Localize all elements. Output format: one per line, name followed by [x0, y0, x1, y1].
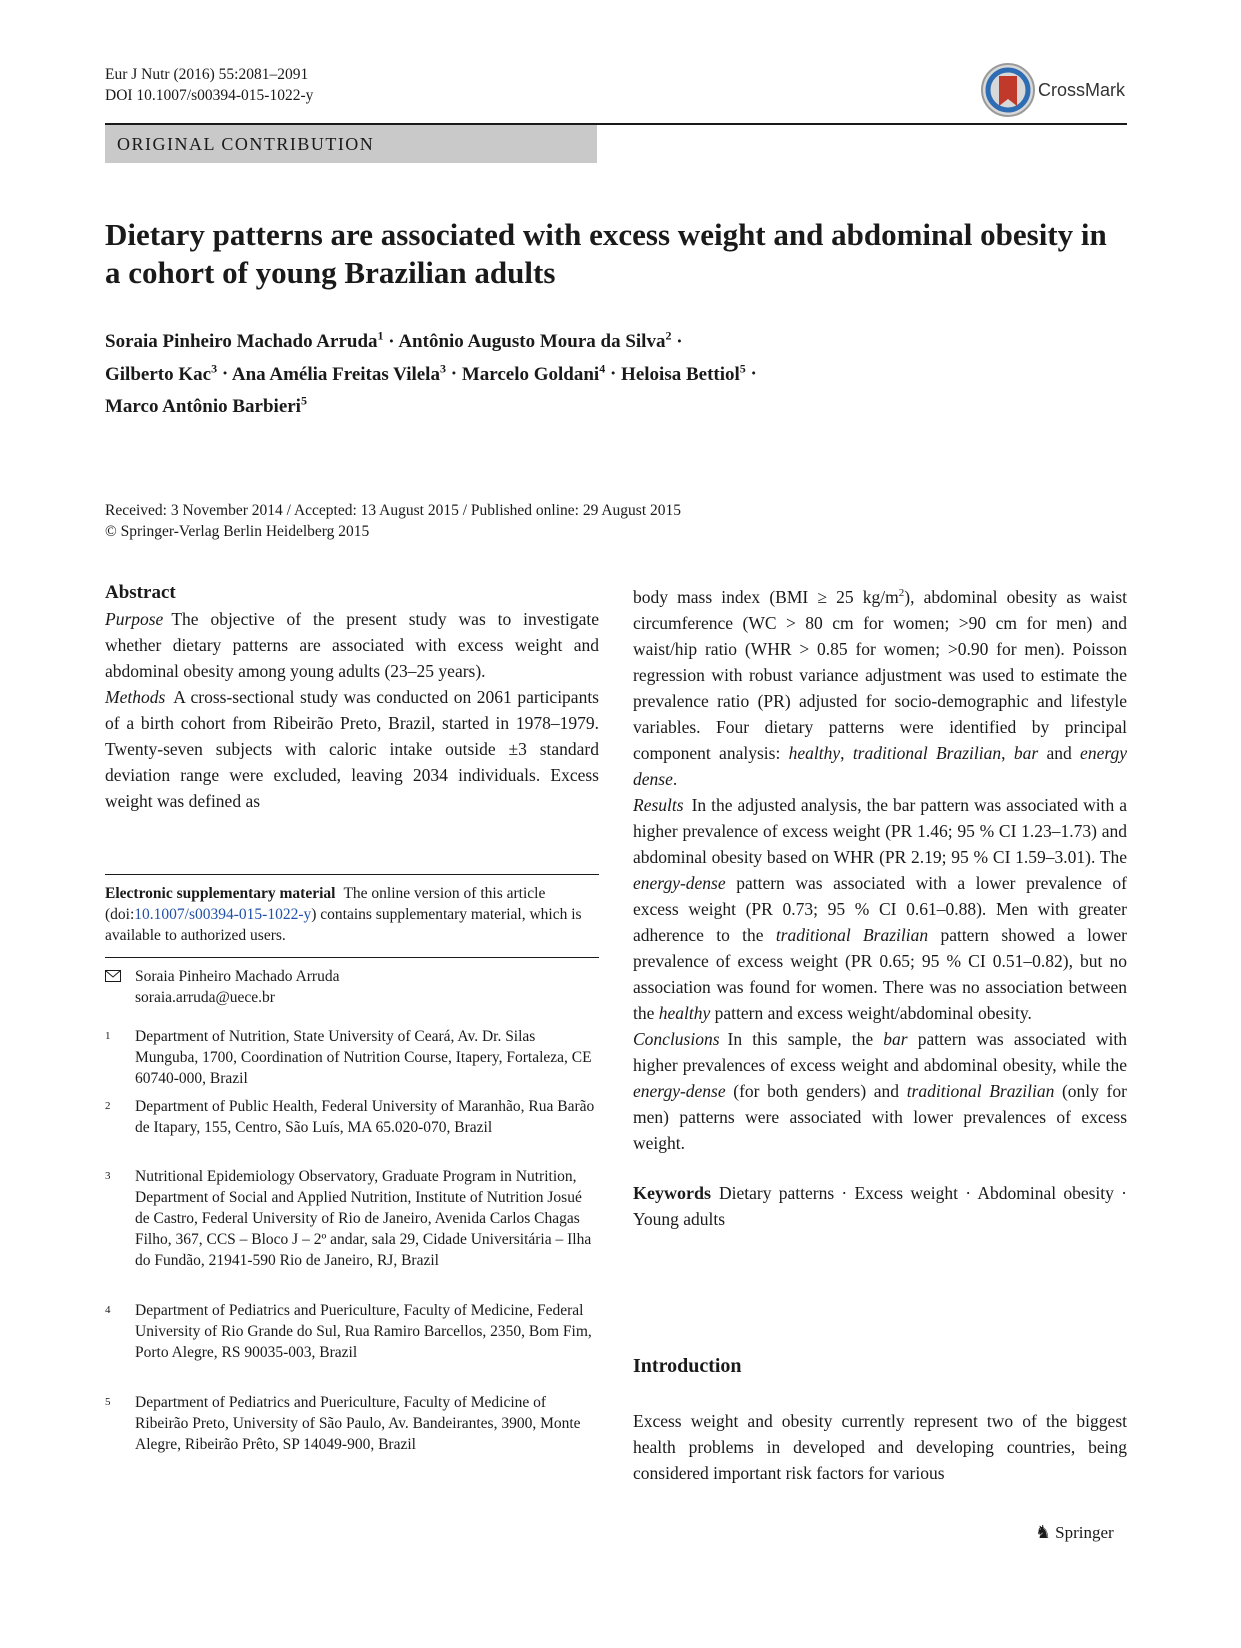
abstract-heading: Abstract — [105, 582, 176, 603]
article-title: Dietary patterns are associated with excess weight and abdominal obesity in a cohort of young Brazilian adults — [105, 217, 1107, 290]
abstract-conclusions: Conclusions In this sample, the bar pattern was associated with higher prevalences of excess weight and abdominal obesity, while the energy-dense (for both genders) and traditional Brazilian (only for men) patterns were associated with lower prevalences of excess weight. — [633, 1028, 1127, 1153]
abstract-methods-cont: body mass index (BMI ≥ 25 $kg/m^2$), abdominal obesity as waist circumference (WC > 80 cm for women; >90 cm for men) and waist/hip ratio (WHR > 0.85 for women; >0.90 for men). Poisson regression with robust variance adjustment was used to estimate the prevalence ratio (PR) adjusted for socio-demographic and lifestyle variables. Four dietary patterns were identified by principal component analysis: healthy, traditional Brazilian, bar and energy dense. — [633, 586, 1128, 789]
author[interactable]: Antônio Augusto Moura da Silva$^2$ — [398, 329, 672, 353]
author[interactable]: Soraia Pinheiro Machado Arruda$^1$ — [105, 329, 384, 353]
affiliation-4: 4 Department of Pediatrics and Puericulture, Faculty of Medicine, Federal University of Rio Grande do Sul, Rua Ramiro Barcellos, 2350, Bom Fim, Porto Alegre, RS 90035-003, Brazil — [105, 1302, 592, 1361]
author-list: Soraia Pinheiro Machado Arruda$^1$ · Antônio Augusto Moura da Silva$^2$ · Gilberto Kac$^3$ · Ana Amélia Freitas Vilela$^3$ · Marcelo Goldani$^4$ · Heloisa Bettiol$^5$ · Marco Antônio Barbieri$^5$ — [105, 329, 757, 417]
abstract-results: Results In the adjusted analysis, the bar pattern was associated with a higher prevalence of excess weight (PR 1.46; 95 % CI 1.23–1.73) and abdominal obesity based on WHR (PR 2.19; 95 % CI 1.59–3.01). The energy-dense pattern was associated with a lower prevalence of excess weight (PR 0.73; 95 % CI 0.61–0.88). Men with greater adherence to the traditional Brazilian pattern showed a lower prevalence of excess weight (PR 0.65; 95 % CI 0.51–0.82), but no association was found for women. There was no association between the healthy pattern and excess weight/abdominal obesity. — [633, 794, 1128, 1023]
author[interactable]: Gilberto Kac$^3$ — [105, 361, 218, 385]
section-label-bar — [105, 125, 597, 163]
journal-citation — [105, 64, 313, 106]
correspondence-name: Soraia Pinheiro Machado Arruda — [135, 968, 340, 985]
publisher-logo — [1035, 1522, 1114, 1543]
keywords: Keywords Dietary patterns · Excess weight · Abdominal obesity · Young adults — [633, 1182, 1127, 1229]
abstract-right — [633, 580, 1127, 1232]
abstract-purpose: Purpose The objective of the present study was to investigate whether dietary patterns are associated with excess weight and abdominal obesity among young adults (23–25 years). — [105, 609, 599, 681]
history-line: Received: 3 November 2014 / Accepted: 13 August 2015 / Published online: 29 August 2015 — [105, 502, 682, 519]
publisher-name: Springer — [1055, 1523, 1114, 1542]
journal-line: Eur J Nutr (2016) 55:2081–2091 — [105, 66, 309, 83]
introduction-text: Excess weight and obesity currently represent two of the biggest health problems in developed and developing countries, being considered important risk factors for various — [633, 1411, 1127, 1483]
copyright-line: © Springer-Verlag Berlin Heidelberg 2015 — [105, 523, 370, 540]
affiliation-2: 2 Department of Public Health, Federal University of Maranhão, Rua Barão de Itapary, 155, Centro, São Luís, MA 65.020-070, Brazil — [105, 1098, 595, 1136]
correspondence — [105, 966, 599, 1008]
esm-rule-top — [105, 874, 599, 875]
springer-horse-icon: ♞ — [1035, 1522, 1052, 1542]
doi-line: DOI 10.1007/s00394-015-1022-y — [105, 87, 314, 104]
crossmark-badge[interactable] — [980, 60, 1130, 120]
envelope-icon — [105, 966, 125, 990]
abstract-left — [105, 580, 599, 814]
article-dates — [105, 500, 681, 542]
doi-link[interactable]: 10.1007/s00394-015-1022-y — [134, 906, 312, 923]
affiliation-1: 1 Department of Nutrition, State University of Ceará, Av. Dr. Silas Munguba, 1700, Coordination of Nutrition Course, Itapery, Fortaleza, CE 60740-000, Brazil — [105, 1028, 592, 1087]
section-heading-introduction: Introduction — [633, 1355, 742, 1377]
affiliation-3: 3 Nutritional Epidemiology Observatory, Graduate Program in Nutrition, Department of Social and Applied Nutrition, Institute of Nutrition Josué de Castro, Federal University of Rio de Janeiro, Avenida Carlos Chagas Filho, 367, CCS – Bloco J – 2º andar, sala 29, Cidade Universitária – Ilha do Fundão, 21941-590 Rio de Janeiro, RJ, Brazil — [105, 1168, 592, 1269]
correspondence-email[interactable]: soraia.arruda@uece.br — [135, 989, 275, 1006]
author[interactable]: Heloisa Bettiol$^5$ — [621, 361, 746, 385]
abstract-methods: Methods A cross-sectional study was conducted on 2061 participants of a birth cohort from Ribeirão Preto, Brazil, started in 1978–1979. Twenty-seven subjects with caloric intake outside ±3 standard deviation range were excluded, leaving 2034 individuals. Excess weight was defined as — [105, 687, 599, 811]
affiliation-5: 5 Department of Pediatrics and Puericulture, Faculty of Medicine of Ribeirão Preto, University of São Paulo, Av. Bandeirantes, 3900, Monte Alegre, Ribeirão Prêto, SP 14049-900, Brazil — [105, 1394, 581, 1453]
crossmark-label: CrossMark — [1038, 80, 1126, 100]
electronic-supplementary-material: Electronic supplementary material The online version of this article (doi:10.1007/s00394-015-1022-y) contains supplementary material, which is available to authorized users. — [105, 885, 582, 944]
section-label: ORIGINAL CONTRIBUTION — [117, 134, 375, 154]
author[interactable]: Marcelo Goldani$^4$ — [461, 361, 606, 385]
esm-rule-bottom — [105, 957, 599, 958]
author[interactable]: Marco Antônio Barbieri$^5$ — [105, 393, 307, 417]
crossmark-icon — [980, 62, 1036, 118]
author[interactable]: Ana Amélia Freitas Vilela$^3$ — [231, 361, 446, 385]
